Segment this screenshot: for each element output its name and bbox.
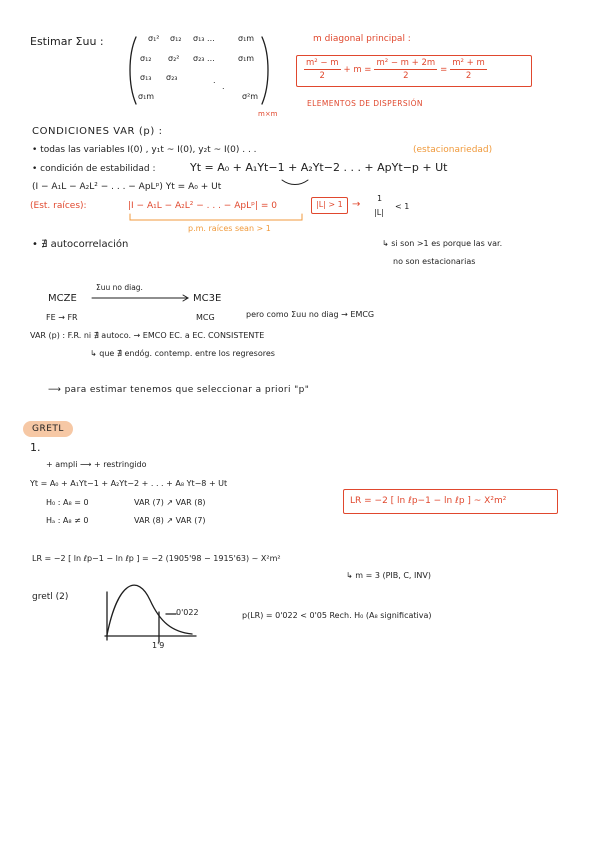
matrix-left-bracket <box>130 37 136 104</box>
frac-one: 1 <box>377 194 383 203</box>
alt-hypothesis: Hₐ : A₈ ≠ 0 <box>46 516 89 525</box>
equals-sign: = <box>440 64 448 75</box>
determinant-equation: |I − A₁L − A₂L² − . . . − ApLᵖ| = 0 <box>128 201 277 211</box>
prior-p-note: ⟶ para estimar tenemos que seleccionar a priori "p" <box>48 385 310 395</box>
matrix-cell: σ₁₃ <box>140 73 152 82</box>
matrix-cell: σ₁₂ <box>140 54 152 63</box>
frac-numerator: m² + m <box>452 58 485 68</box>
frac-numerator: m² − m <box>306 58 339 68</box>
mcg-label: MCG <box>196 313 215 322</box>
item-number: 1. <box>30 441 41 454</box>
matrix-size: m×m <box>258 110 278 118</box>
stability-brace <box>282 180 308 185</box>
frac-numerator: m² − m + 2m <box>376 58 436 68</box>
matrix-cell: σ₁₃ ... <box>193 34 215 43</box>
gretl-chip: GRETL <box>23 421 73 437</box>
bullet-stability: • condición de estabilidad : <box>32 164 156 174</box>
matrix-cell: σ₂₃ ... <box>193 54 215 63</box>
endogeneity-note: ↳ que ∄ endóg. contemp. entre los regresores <box>90 349 275 358</box>
matrix-cell: σ₂₃ <box>166 73 178 82</box>
matrix-cell: σ₂² <box>168 54 180 63</box>
mc3e-label: MC3E <box>193 293 222 304</box>
matrix-right-bracket <box>262 37 268 104</box>
less-than-one: < 1 <box>395 202 410 211</box>
stationarity-note: (estacionariedad) <box>413 145 493 155</box>
sigma-no-diag-label: Σuu no diag. <box>96 283 143 292</box>
roots-label: (Est. raíces): <box>30 201 87 211</box>
m-equals-3: ↳ m = 3 (PIB, C, INV) <box>346 571 431 580</box>
matrix-cell: σ₁₂ <box>170 34 182 43</box>
critical-value-label: 1'9 <box>152 641 165 650</box>
lr-calculation: LR = −2 [ ln ℓp−1 − ln ℓp ] = −2 (1905'98 − 1915'63) ~ X²m² <box>32 554 281 563</box>
matrix-dot: . <box>213 76 216 85</box>
pvalue-label: 0'022 <box>176 608 199 617</box>
pvalue-conclusion: p(LR) = 0'022 < 0'05 Rech. H₀ (A₈ significativa) <box>242 611 432 620</box>
mcze-label: MCZE <box>48 293 77 304</box>
matrix-cell: σ₁m <box>238 34 255 43</box>
frac-denominator: 2 <box>465 71 472 81</box>
conditions-title: CONDICIONES VAR (p) : <box>32 126 163 137</box>
alt-var: VAR (8) ↗ VAR (7) <box>134 516 206 525</box>
frac-denominator: 2 <box>319 71 325 81</box>
bullet-autocorrelation: • ∄ autocorrelación <box>32 239 129 250</box>
matrix-dot: . <box>222 82 225 91</box>
ampli-restringido: + ampli ⟶ + restringido <box>46 460 147 469</box>
lr-formula: LR = −2 [ ln ℓp−1 − ln ℓp ] ~ X²m² <box>350 496 507 506</box>
var8-equation: Yt = A₀ + A₁Yt−1 + A₂Yt−2 + . . . + A₈ Yt−8 + Ut <box>30 479 228 488</box>
matrix-cell: σ²m <box>242 92 259 101</box>
var-consistency-line: VAR (p) : F.R. ni ∄ autoco. → EMCO EC. a EC. CONSISTENTE <box>30 331 265 340</box>
arrow: → <box>352 199 361 210</box>
var-equation: Yt = A₀ + A₁Yt−1 + A₂Yt−2 . . . + ApYt−p + Ut <box>190 161 448 174</box>
stationarity-reason-2: no son estacionarias <box>393 257 476 266</box>
matrix-cell: σ₁m <box>138 92 155 101</box>
pero-note: pero como Σuu no diag → EMCG <box>246 310 375 319</box>
roots-note: p.m. raíces sean > 1 <box>188 224 271 233</box>
matrix-cell: σ₁m <box>238 54 255 63</box>
bullet-variables: • todas las variables I(0) , y₁t ~ I(0), y₂t ~ I(0) . . . <box>32 145 257 155</box>
plus-m: + m = <box>343 64 372 75</box>
estimar-sigma-label: Estimar Σuu : <box>30 35 104 48</box>
roots-underbrace <box>130 214 302 220</box>
diagonal-title: m diagonal principal : <box>313 34 411 44</box>
frac-modL: |L| <box>374 208 384 217</box>
modulus-text: |L| > 1 <box>316 200 343 209</box>
lag-equation: (I − A₁L − A₂L² − . . . − ApLᵖ) Yt = A₀ + Ut <box>32 182 222 192</box>
matrix-cell: σ₁² <box>148 34 160 43</box>
frac-denominator: 2 <box>403 71 409 81</box>
stationarity-reason-1: ↳ si son >1 es porque las var. <box>382 239 503 248</box>
gretl2-label: gretl (2) <box>32 592 69 602</box>
null-var: VAR (7) ↗ VAR (8) <box>134 498 206 507</box>
fe-fr-label: FE → FR <box>46 313 78 322</box>
null-hypothesis: H₀ : A₈ = 0 <box>46 498 89 507</box>
elements-label: ELEMENTOS DE DISPERSIÓN <box>307 99 423 108</box>
